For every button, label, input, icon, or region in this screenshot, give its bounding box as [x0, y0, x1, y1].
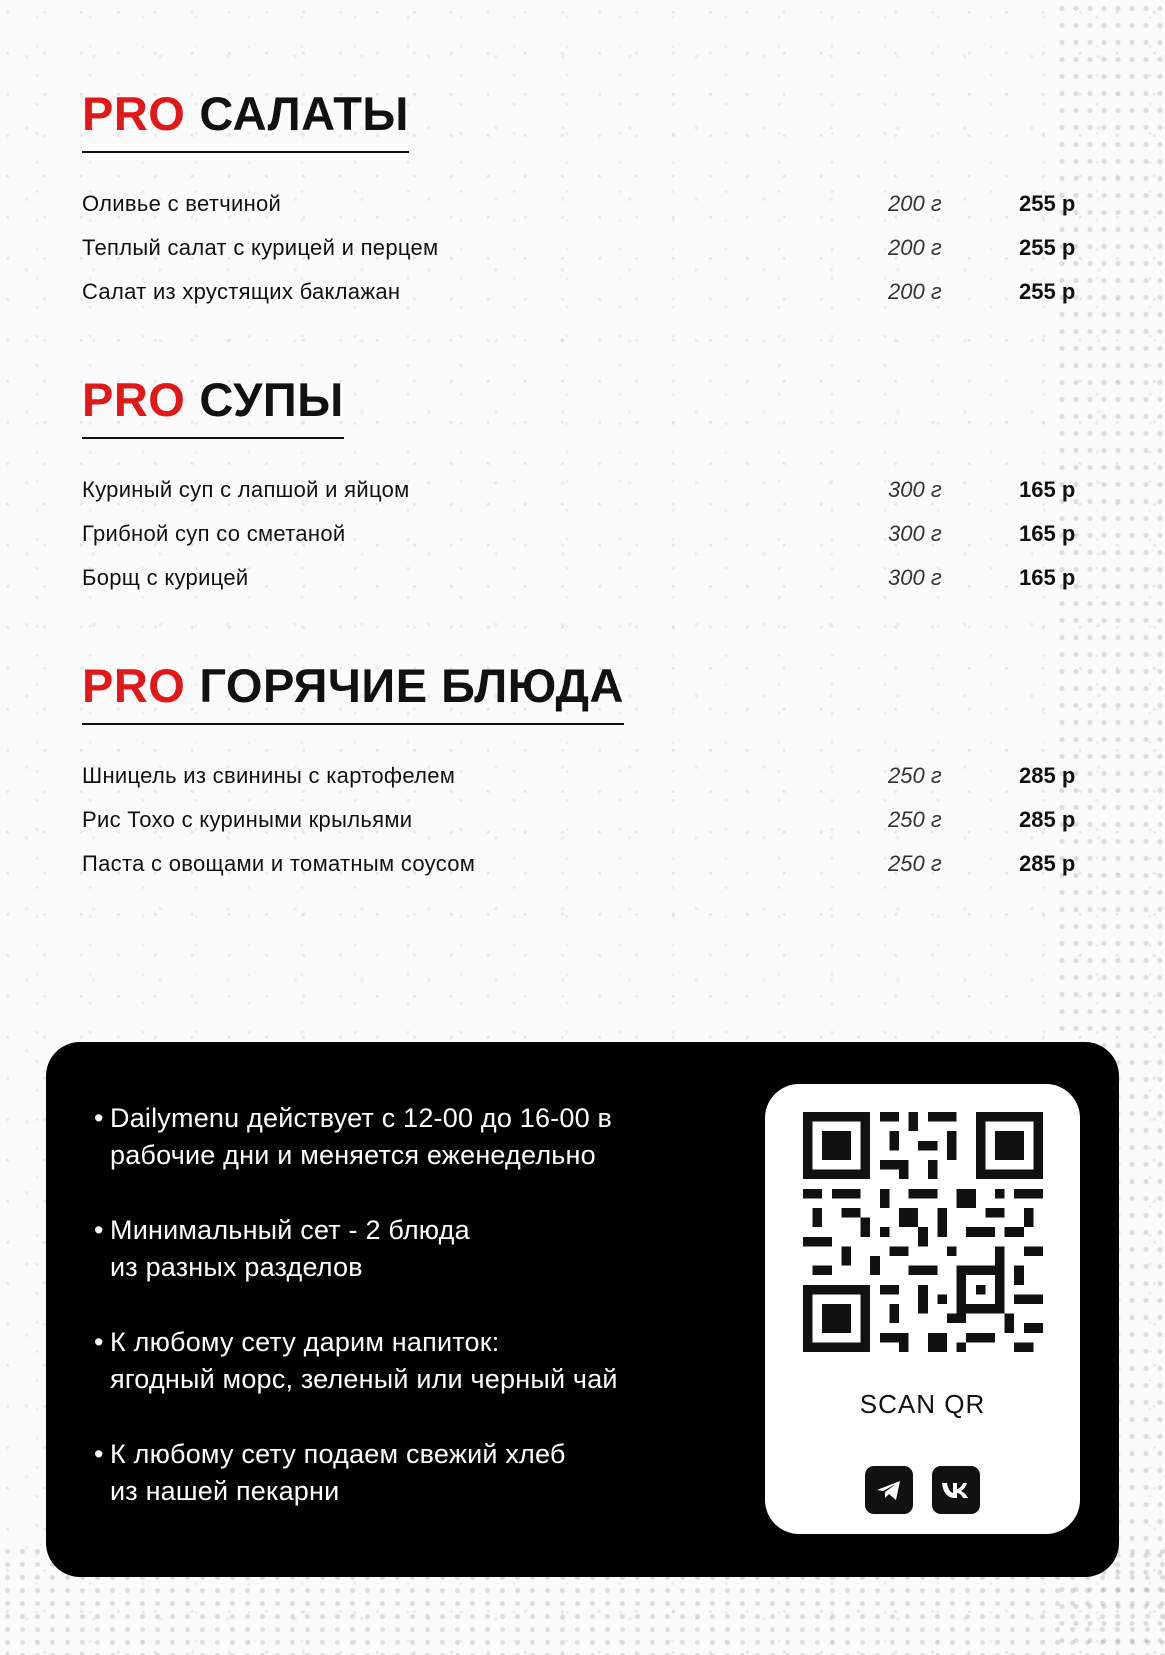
section-title [82, 659, 624, 725]
item-weight: 300 г [888, 521, 942, 546]
section-hot-dishes [82, 659, 1082, 895]
note-line: К любому сету подаем свежий хлеб [110, 1439, 566, 1469]
item-price: 165 р [1019, 565, 1076, 590]
item-weight: 200 г [888, 235, 942, 260]
item-price: 255 р [1019, 235, 1076, 260]
telegram-icon[interactable] [865, 1466, 913, 1514]
section-name: СУПЫ [199, 373, 344, 426]
item-weight: 300 г [888, 565, 942, 590]
item-name: Рис Тохо с куриными крыльями [82, 807, 413, 832]
menu-list [82, 191, 1082, 323]
bullet: • [94, 1215, 104, 1245]
notes-list [94, 1100, 734, 1548]
item-price: 165 р [1019, 521, 1076, 546]
item-name: Грибной суп со сметаной [82, 521, 346, 546]
item-name: Паста с овощами и томатным соусом [82, 851, 476, 876]
item-name: Салат из хрустящих баклажан [82, 279, 401, 304]
item-weight: 250 г [888, 851, 942, 876]
note-line: Dailymenu действует с 12-00 до 16-00 в [110, 1103, 613, 1133]
item-name: Оливье с ветчиной [82, 191, 282, 216]
menu-item [82, 279, 1082, 323]
item-name: Теплый салат с курицей и перцем [82, 235, 439, 260]
item-price: 255 р [1019, 279, 1076, 304]
section-title [82, 87, 409, 153]
item-name: Борщ с курицей [82, 565, 249, 590]
item-weight: 250 г [888, 763, 942, 788]
item-price: 165 р [1019, 477, 1076, 502]
section-title [82, 373, 344, 439]
section-prefix: PRO [82, 659, 186, 712]
section-name: ГОРЯЧИЕ БЛЮДА [199, 659, 624, 712]
note-item [94, 1436, 734, 1510]
note-line: Минимальный сет - 2 блюда [110, 1215, 470, 1245]
section-prefix: PRO [82, 87, 186, 140]
item-weight: 200 г [888, 191, 942, 216]
note-item [94, 1100, 734, 1174]
qr-code[interactable] [803, 1112, 1043, 1352]
menu-item [82, 235, 1082, 279]
menu-item [82, 565, 1082, 609]
menu-item [82, 521, 1082, 565]
bullet: • [94, 1439, 104, 1469]
scan-qr-label: SCAN QR [859, 1389, 986, 1419]
note-item [94, 1324, 734, 1398]
menu-item [82, 807, 1082, 851]
note-line: К любому сету дарим напиток: [110, 1327, 500, 1357]
section-salads [82, 87, 1082, 323]
section-name: САЛАТЫ [199, 87, 409, 140]
menu-item [82, 191, 1082, 235]
bullet: • [94, 1327, 104, 1357]
note-line: ягодный морс, зеленый или черный чай [110, 1364, 618, 1394]
menu-item [82, 477, 1082, 521]
menu-item [82, 851, 1082, 895]
info-card [46, 1042, 1119, 1577]
note-line: из разных разделов [110, 1252, 363, 1282]
note-line: рабочие дни и меняется еженедельно [110, 1140, 596, 1170]
bullet: • [94, 1103, 104, 1133]
item-weight: 200 г [888, 279, 942, 304]
vk-icon[interactable] [932, 1466, 980, 1514]
note-line: из нашей пекарни [110, 1476, 340, 1506]
menu-list [82, 763, 1082, 895]
menu-item [82, 763, 1082, 807]
note-item [94, 1212, 734, 1286]
item-price: 255 р [1019, 191, 1076, 216]
item-name: Шницель из свинины с картофелем [82, 763, 456, 788]
item-name: Куриный суп с лапшой и яйцом [82, 477, 410, 502]
item-price: 285 р [1019, 851, 1076, 876]
section-prefix: PRO [82, 373, 186, 426]
menu-list [82, 477, 1082, 609]
item-weight: 250 г [888, 807, 942, 832]
section-soups [82, 373, 1082, 609]
item-price: 285 р [1019, 763, 1076, 788]
qr-card [765, 1084, 1080, 1534]
item-weight: 300 г [888, 477, 942, 502]
item-price: 285 р [1019, 807, 1076, 832]
